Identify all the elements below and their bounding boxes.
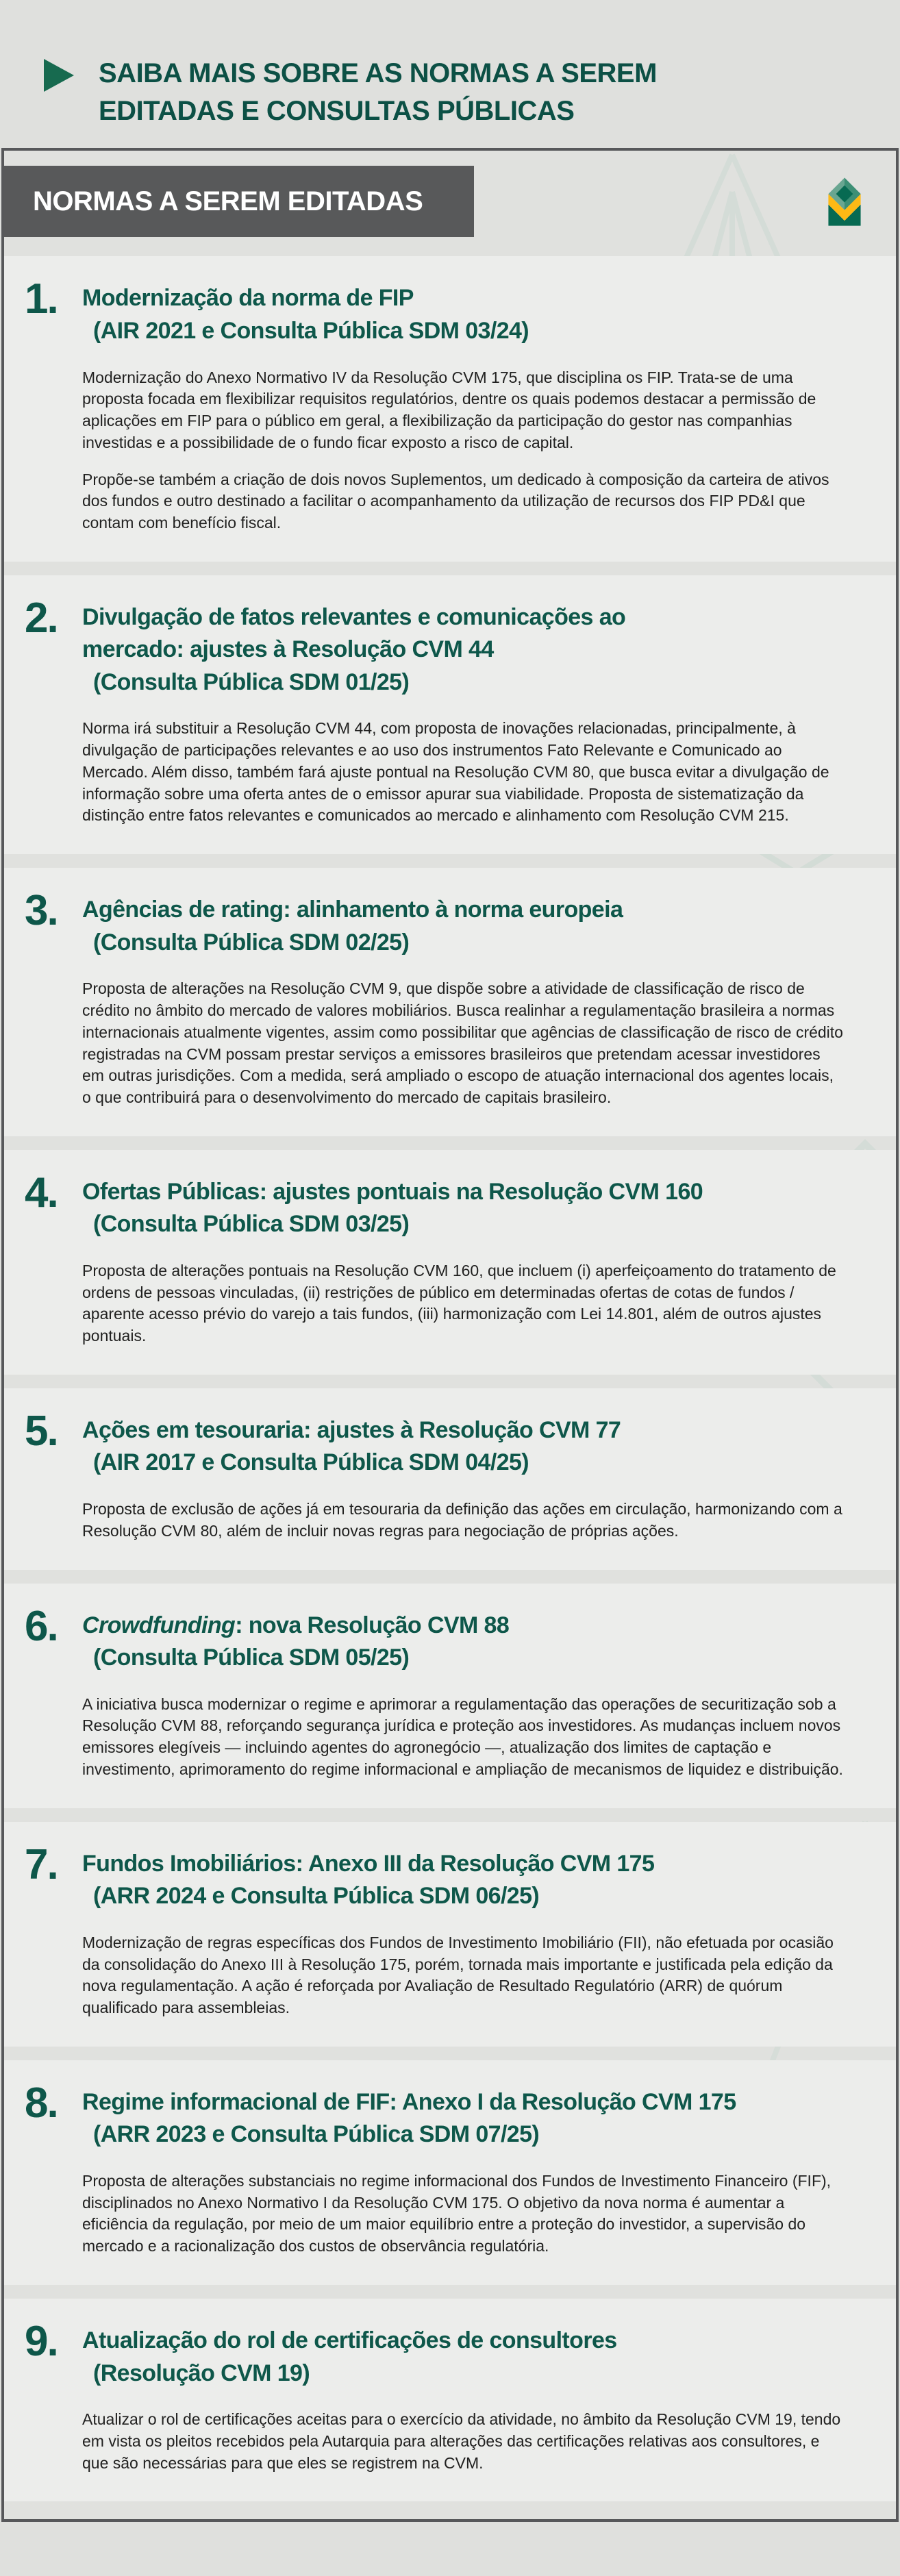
section-title-line: Fundos Imobiliários: Anexo III da Resolução CVM 175 (82, 1850, 655, 1877)
section-title-line: Ações em tesouraria: ajustes à Resolução CVM 77 (82, 1416, 621, 1443)
norm-section (4, 2060, 896, 2285)
section-number: 4. (25, 1168, 58, 1216)
section-title (82, 1610, 822, 1675)
badge-label: NORMAS A SEREM EDITADAS (33, 186, 423, 216)
sections-list (4, 256, 896, 2501)
page-title-line2: EDITADAS E CONSULTAS PÚBLICAS (99, 96, 575, 127)
section-paragraph: Modernização de regras específicas dos Fundos de Investimento Imobiliário (FII), não efetuada por ocasião da consolidação do Anexo III à Resolução 175, porém, tornada mais importante e justificada pela edição da nova regulamentação. A ação é reforçada por Avaliação de Resultado Regulatório (ARR) de quórum qualificado para assembleias. (82, 1933, 834, 2017)
norm-section (4, 1150, 896, 1375)
section-paragraph: A iniciativa busca modernizar o regime e aprimorar a regulamentação das operações de securitização sob a Resolução CVM 88, reforçando segurança jurídica e proteção aos investidores. As mudanças incluem novos emissores elegíveis — incluindo agentes do agronegócio —, atualização dos limites de captação e investimento, aprimoramento do regime informacional e ampliação de mecanismos de liquidez e distribuição. (82, 1695, 843, 1778)
section-title (82, 2325, 822, 2390)
page-header (0, 0, 900, 148)
cvm-logo-icon (823, 175, 866, 226)
section-subtitle: (Consulta Pública SDM 05/25) (93, 1645, 410, 1671)
section-title (82, 1414, 822, 1479)
section-paragraph: Proposta de exclusão de ações já em tesouraria da definição das ações em circulação, harmonizando com a Resolução CVM 80, além de incluir novas regras para negociação de próprias ações. (82, 1500, 842, 1540)
section-paragraph: Proposta de alterações na Resolução CVM 9, que dispõe sobre a atividade de classificação de risco de crédito no âmbito do mercado de valores mobiliários. Busca realinhar a regulamentação brasileira a normas internacionais atualmente vigentes, assim como possibilitar que agências de classificação de risco de crédito registradas na CVM possam prestar serviços a emissores brasileiros que pretendam acessar investidores em outras jurisdições. Com a medida, será ampliado o escopo de atuação internacional dos agentes locais, o que contribuirá para o desenvolvimento do mercado de capitais brasileiro. (82, 979, 843, 1107)
section-content (82, 1173, 858, 1347)
section-subtitle: (Consulta Pública SDM 03/25) (93, 1211, 410, 1238)
section-title-line: Agências de rating: alinhamento à norma europeia (82, 897, 623, 923)
section-title (82, 601, 822, 699)
section-number: 3. (25, 887, 58, 935)
section-badge (4, 166, 474, 237)
section-content (82, 1845, 858, 2019)
norm-section (4, 1388, 896, 1570)
section-number: 5. (25, 1407, 58, 1455)
section-content (82, 891, 858, 1109)
section-subtitle: (AIR 2021 e Consulta Pública SDM 03/24) (93, 317, 529, 344)
norm-section (4, 575, 896, 854)
section-title-line: Atualização do rol de certificações de consultores (82, 2327, 617, 2353)
section-paragraph: Atualizar o rol de certificações aceitas para o exercício da atividade, no âmbito da Resolução CVM 19, tendo em vista os pleitos recebidos pela Autarquia para alterações das certificações relativas aos consultores, e que são necessárias para que eles se registrem na CVM. (82, 2410, 841, 2472)
section-subtitle: (Consulta Pública SDM 01/25) (93, 668, 410, 695)
section-title-line: Divulgação de fatos relevantes e comunicações ao (82, 603, 626, 630)
section-subtitle: (Consulta Pública SDM 02/25) (93, 929, 410, 955)
norm-section (4, 2299, 896, 2501)
section-paragraph: Proposta de alterações substanciais no regime informacional dos Fundos de Investimento Financeiro (FIF), disciplinados no Anexo Normativo I da Resolução CVM 175. O objetivo da nova norma é aumentar a eficiência da regulação, por meio de um maior equilíbrio entre a proteção do investidor, a supervisão do mercado e a racionalização dos custos de observância regulatória. (82, 2171, 832, 2255)
section-number: 7. (25, 1840, 58, 1888)
section-title-line: Regime informacional de FIF: Anexo I da Resolução CVM 175 (82, 2088, 736, 2115)
section-title-line: Modernização da norma de FIP (82, 285, 414, 312)
section-content (82, 2322, 858, 2474)
norm-section (4, 1822, 896, 2047)
section-title (82, 1176, 822, 1241)
section-content (82, 1607, 858, 1781)
section-number: 6. (25, 1602, 58, 1650)
section-paragraph: Propõe-se também a criação de dois novos Suplementos, um dedicado à composição da carteira de ativos dos fundos e outro destinado a facilitar o acompanhamento da utilização de recursos dos FIP PD&I que contam com benefício fiscal. (82, 470, 829, 532)
section-subtitle: (ARR 2024 e Consulta Pública SDM 06/25) (93, 1883, 540, 1910)
section-title-line: mercado: ajustes à Resolução CVM 44 (82, 636, 494, 663)
page-title (99, 55, 657, 130)
section-number: 2. (25, 594, 58, 642)
section-subtitle: (Resolução CVM 19) (93, 2360, 310, 2386)
section-number: 8. (25, 2079, 58, 2127)
section-content (82, 1412, 858, 1542)
section-title (82, 2086, 822, 2151)
section-number: 9. (25, 2317, 58, 2365)
section-subtitle: (AIR 2017 e Consulta Pública SDM 04/25) (93, 1449, 529, 1476)
norm-section (4, 868, 896, 1136)
content-panel (1, 148, 899, 2522)
section-title (82, 1848, 822, 1913)
norm-section (4, 1584, 896, 1808)
section-number: 1. (25, 275, 58, 323)
play-triangle-icon (44, 59, 74, 95)
section-title (82, 282, 822, 347)
section-paragraph: Proposta de alterações pontuais na Resolução CVM 160, que incluem (i) aperfeiçoamento do tratamento de ordens de pessoas vinculadas, (ii) restrições de público em determinadas ofertas de cotas de fundos / aparente acesso prévio do varejo a tais fundos, (iii) harmonização com Lei 14.801, além de outros ajustes pontuais. (82, 1261, 836, 1345)
norm-section (4, 256, 896, 561)
section-content (82, 599, 858, 827)
section-paragraph: Norma irá substituir a Resolução CVM 44, com proposta de inovações relacionadas, principalmente, à divulgação de participações relevantes e ao uso dos instrumentos Fato Relevante e Comunicado ao Mercado. Além disso, também fará ajuste pontual na Resolução CVM 80, que busca evitar a divulgação de informação sobre uma oferta antes de o emissor apurar sua viabilidade. Proposta de sistematização da distinção entre fatos relevantes e comunicados ao mercado e alinhamento com Resolução CVM 215. (82, 719, 829, 825)
page-title-line1: SAIBA MAIS SOBRE AS NORMAS A SEREM (99, 58, 657, 88)
section-title-line: Ofertas Públicas: ajustes pontuais na Resolução CVM 160 (82, 1178, 703, 1205)
section-content (82, 2084, 858, 2258)
section-subtitle: (ARR 2023 e Consulta Pública SDM 07/25) (93, 2121, 540, 2148)
section-title-line: Crowdfunding: nova Resolução CVM 88 (82, 1612, 510, 1638)
section-paragraph: Modernização do Anexo Normativo IV da Resolução CVM 175, que disciplina os FIP. Trata-se de uma proposta focada em flexibilizar requisitos regulatórios, dentre os quais podemos destacar a permissão de aplicações em FIP para o público em geral, a flexibilização da participação do gestor nas companhias investidas e a possibilidade de o fundo ficar exposto a risco de capital. (82, 368, 816, 451)
section-content (82, 279, 858, 534)
section-title (82, 894, 822, 959)
